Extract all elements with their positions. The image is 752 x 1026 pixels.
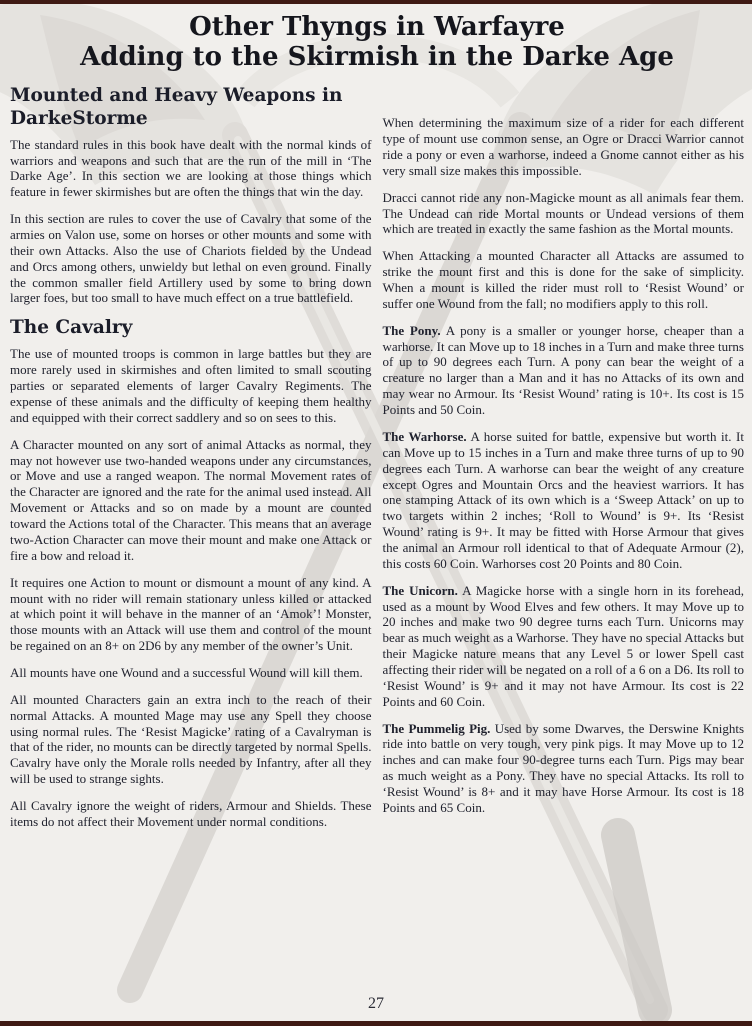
mount-entry-unicorn (383, 583, 745, 710)
page-number: 27 (368, 995, 384, 1012)
paragraph: All mounted Characters gain an extra inch to the reach of their normal Attacks. A mounted Mage may use any Spell they choose using normal rules. The ‘Resist Magicke’ rating of a Cavalryman is that of the rider, no mounts can be directly targeted by normal Spells. Cavalry have only the Morale rolls needed by Infantry, after all they will be used to strange sights. (10, 691, 372, 787)
two-column-layout (10, 85, 744, 840)
mount-entry-warhorse (383, 429, 745, 572)
mount-entry-text: Used by some Dwarves, the Derswine Knights ride into battle on very tough, very pink pigs. It may Move up to 12 inches and can make four 90-degree turns each Turn. Pigs may bear as much weight as a Pony. They have no special Attacks. Its roll to ‘Resist Wound’ is 8+ and it may have Horse Armour. Its cost is 18 Points and 65 Coin. (382, 720, 745, 815)
mount-entry-lead: The Pony. (382, 322, 441, 338)
paragraph: It requires one Action to mount or dismount a mount of any kind. A mount with no rider will remain stationary unless killed or attacked at which point it will behave in the manner of an ‘Amok’! Monster, those mounts with an Attack will use them and control of the mount be regained on an 8+ on 2D6 by any member of the owner’s Unit. (10, 574, 372, 654)
paragraph: All mounts have one Wound and a successful Wound will kill them. (10, 664, 363, 680)
paragraph: When determining the maximum size of a rider for each different type of mount use common sense, an Ogre or Dracci Warrior cannot ride a pony or even a warhorse, indeed a Gnome cannot either as his very small size makes this impossible. (382, 115, 744, 178)
mount-entry-text: A pony is a smaller or younger horse, cheaper than a warhorse. It can Move up to 18 inches in a Turn and make three turns of up to 90 degrees each Turn. A pony can bear the weight of a creature no larger than a Man and it has no Attacks of its own and may wear no Armour. Its ‘Resist Wound’ rating is 10+. Its cost is 15 Points and 50 Coin. (382, 322, 744, 418)
paragraph: In this section are rules to cover the use of Cavalry that some of the armies on Valon use, some on horses or other mounts and some with their own Attacks. Also the use of Chariots fielded by the Undead and Orcs among others, unwieldy but lethal on even ground. Finally the common smaller field Artillery used by some to bring down larger foes, but too small to have much effect on a true battlefield. (10, 211, 372, 306)
paragraph: A Character mounted on any sort of animal Attacks as normal, they may not however use two-handed weapons under any circumstances, or Move and use a ranged weapon. The normal Movement rates of the Character are ignored and the rate for the animal used instead. All Movement or Attacks and so on made by a mount are counted toward the Actions total of the Character. This means that an average two-Action Character can move their mount and make one Attack or fire a bow and reload it. (10, 436, 372, 563)
top-border-bar (0, 0, 752, 4)
mount-entry-pummelig-pig (383, 721, 745, 816)
section-heading-cavalry: The Cavalry (10, 317, 133, 339)
paragraph: Dracci cannot ride any non-Magicke mount as all animals fear them. The Undead can ride Mortal mounts or Undead versions of them which are treated in exactly the same fashion as the Mortal mounts. (382, 189, 744, 237)
mount-entry-lead: The Warhorse. (382, 428, 467, 444)
paragraph: The use of mounted troops is common in large battles but they are more rarely used in skirmishes and often limited to small scouting parties or separated elements of larger Cavalry Regiments. The expense of these animals and the difficulty of keeping them healthy and equipped with their correct saddlery and so on sees to this. (10, 346, 372, 425)
paragraph: The standard rules in this book have dealt with the normal kinds of warriors and weapons and such that are the run of the mill in ‘The Darke Age’. In this section we are looking at those things which feature in fewer skirmishes but are often the things that win the day. (10, 136, 372, 200)
title-line-1: Other Thyngs in Warfayre (189, 12, 565, 42)
bottom-border-bar (0, 1021, 752, 1026)
mount-entry-text: A Magicke horse with a single horn in its forehead, used as a mount by Wood Elves and few others. It may Move up to 20 inches and make two 90 degree turns each Turn. Unicorns may bear as much weight as a Warhorse. They have no special Attacks but their Magicke nature means that any Level 5 or lower Spell cast affecting their rider will be negated on a roll of a 6 on a D6. Its roll to ‘Resist Wound’ is 9+ and it may not have Armour. Its cost is 22 Points and 60 Coin. (382, 582, 744, 709)
mount-entry-text: A horse suited for battle, expensive but worth it. It can Move up to 15 inches in a Turn and make three turns of up to 90 degrees each Turn. A warhorse can bear the weight of any creature except Ogres and Mountain Orcs and the heaviest warriors. It has one stamping Attack of its own which is a ‘Sweep Attack’ on up to two targets within 2 inches; ‘Roll to Wound’ is 9+. Its ‘Resist Wound’ rating is 9+. It may be fitted with Horse Armour that gives the animal an Armour roll identical to that of Adequate Armour (2), this costs 60 Coin. Warhorses cost 20 Points and 80 Coin. (382, 428, 744, 571)
section-heading-mounted-weapons: Mounted and Heavy Weapons in DarkeStorme (10, 85, 343, 129)
paragraph: When Attacking a mounted Character all Attacks are assumed to strike the mount first and this is done for the sake of simplicity. When a mount is killed the rider must roll to ‘Resist Wound’ or suffer one Wound from the fall; no modifiers apply to this roll. (382, 248, 744, 311)
page-title (10, 12, 744, 72)
left-column (10, 85, 372, 840)
right-column (383, 85, 745, 840)
mount-entry-lead: The Pummelig Pig. (382, 720, 491, 736)
mount-entry-pony (383, 323, 745, 418)
mount-entry-lead: The Unicorn. (382, 582, 458, 598)
axe-grip-icon (618, 835, 655, 1010)
title-line-2: Adding to the Skirmish in the Darke Age (80, 42, 674, 73)
paragraph: All Cavalry ignore the weight of riders, Armour and Shields. These items do not affect their Movement under normal conditions. (10, 797, 372, 829)
